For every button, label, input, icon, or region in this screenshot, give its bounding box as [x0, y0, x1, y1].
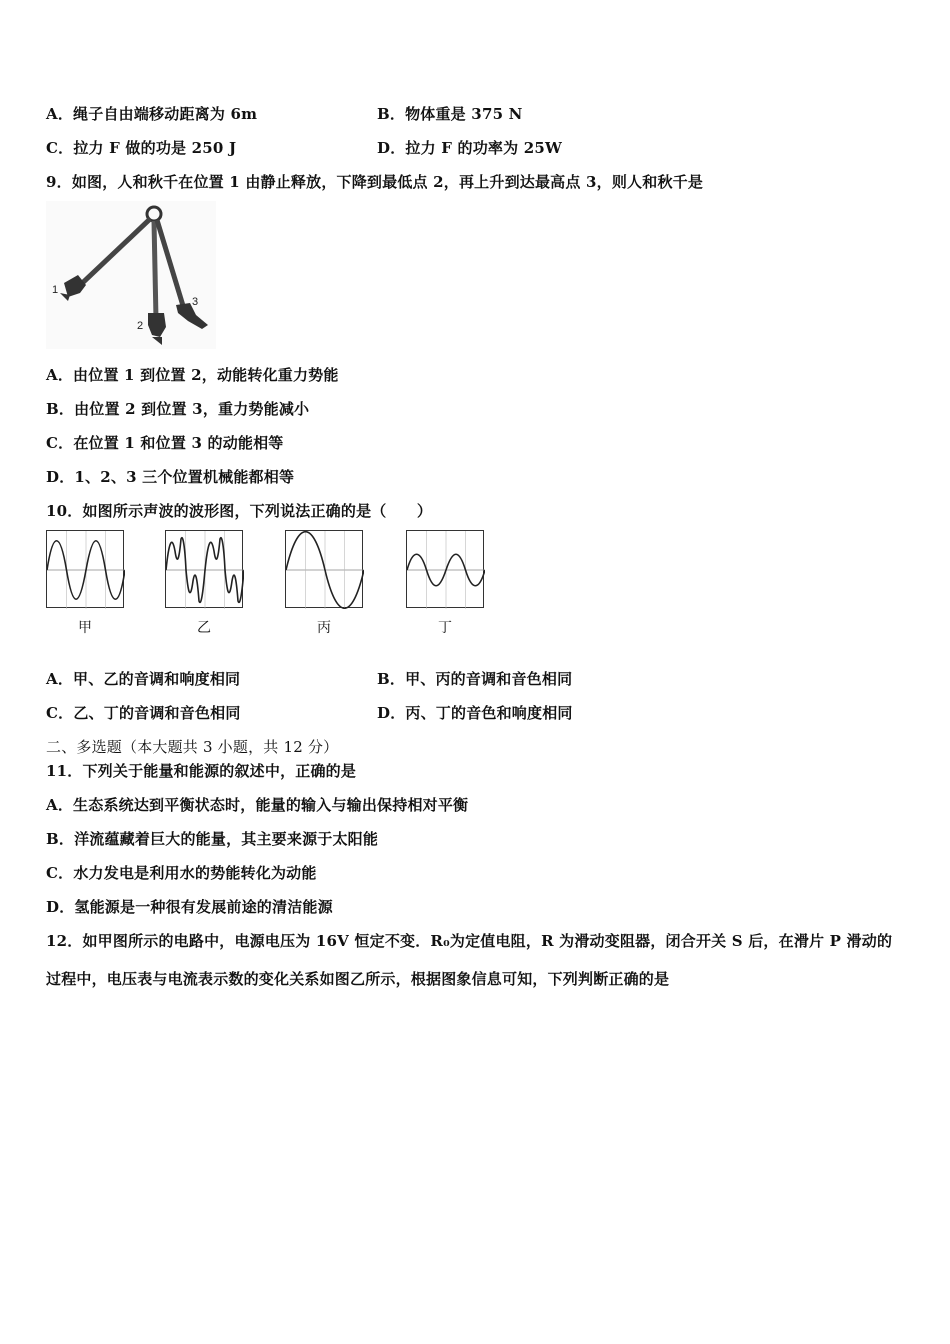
q10-option-b: B．甲、丙的音调和音色相同: [377, 670, 573, 688]
svg-text:2: 2: [137, 320, 144, 332]
q8-option-d: D．拉力 F 的功率为 25W: [377, 139, 563, 157]
q9-option-b: B．由位置 2 到位置 3，重力势能减小: [46, 400, 310, 418]
q11-option-d: D．氢能源是一种很有发展前途的清洁能源: [46, 898, 333, 916]
waveform-bing: [285, 530, 363, 608]
svg-text:3: 3: [192, 296, 199, 308]
waveform-yi-label: 乙: [197, 620, 211, 636]
q10-option-c: C．乙、丁的音调和音色相同: [46, 704, 241, 722]
q8-option-a: A．绳子自由端移动距离为 6m: [46, 105, 258, 123]
q8-option-b: B．物体重是 375 N: [377, 105, 523, 123]
waveform-jia: [46, 530, 124, 608]
waveform-ding: [406, 530, 484, 608]
waveform-ding-label: 丁: [438, 620, 452, 636]
waveform-bing-label: 丙: [317, 620, 331, 636]
q9-stem: 9．如图，人和秋千在位置 1 由静止释放，下降到最低点 2，再上升到达最高点 3，则人和秋千是: [46, 173, 704, 191]
q11-option-c: C．水力发电是利用水的势能转化为动能: [46, 864, 317, 882]
q10-option-d: D．丙、丁的音色和响度相同: [377, 704, 573, 722]
q12-stem: 12．如甲图所示的电路中，电源电压为 16V 恒定不变．R₀为定值电阻，R 为滑动变阻器，闭合开关 S 后，在滑片 P 滑动的过程中，电压表与电流表示数的变化关系如图乙所示，根据图象信息可知，下列判断正确的是: [46, 932, 893, 988]
q11-option-a: A．生态系统达到平衡状态时，能量的输入与输出保持相对平衡: [46, 796, 469, 814]
q11-stem: 11．下列关于能量和能源的叙述中，正确的是: [46, 762, 357, 780]
q9-option-c: C．在位置 1 和位置 3 的动能相等: [46, 434, 284, 452]
q10-option-a: A．甲、乙的音调和响度相同: [46, 670, 241, 688]
q9-option-d: D．1、2、3 三个位置机械能都相等: [46, 468, 295, 486]
q8-option-c: C．拉力 F 做的功是 250 J: [46, 139, 237, 157]
q9-option-a: A．由位置 1 到位置 2，动能转化重力势能: [46, 366, 339, 384]
swing-figure: [46, 201, 216, 349]
q11-option-b: B．洋流蕴藏着巨大的能量，其主要来源于太阳能: [46, 830, 379, 848]
waveform-jia-label: 甲: [78, 620, 92, 636]
rope-position-2: [154, 221, 156, 319]
waveform-yi: [165, 530, 243, 608]
svg-text:1: 1: [52, 284, 59, 296]
section-heading-multiple-choice: 二、多选题（本大题共 3 小题，共 12 分）: [46, 738, 339, 756]
q10-stem: 10．如图所示声波的波形图，下列说法正确的是（ ）: [46, 502, 433, 520]
